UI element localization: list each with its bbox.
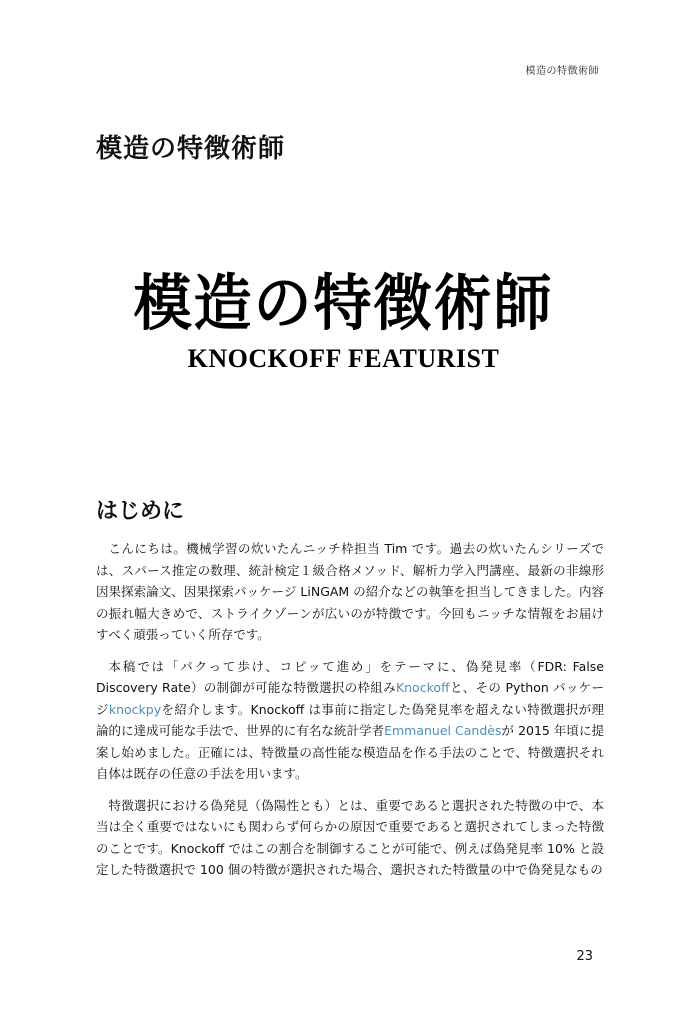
logo-japanese-title: 模造の特徴術師 xyxy=(133,267,554,339)
knockpy-link[interactable]: knockpy xyxy=(108,701,162,717)
section-title: はじめに xyxy=(96,499,185,524)
paragraph-text: を紹介します。Knockoff は事前に指定した偽発見率を超えない特徴選択が理論的に達成可能な手法で、世界的に有名な統計学者 xyxy=(96,701,604,738)
emmanuel-candes-link[interactable]: Emmanuel Candès xyxy=(384,723,502,738)
paragraph-text: 本稿では「パクって歩け、コピッて進め」をテーマに、偽発見率（FDR: False Discovery Rate）の制御が可能な特徴選択の枠組み xyxy=(96,658,604,695)
paragraph-false-discovery: 特徴選択における偽発見（偽陽性とも）とは、重要であると選択された特徴の中で、本当は全く重要ではないにも関わらず何らかの原因で重要であると選択されてしまった特徴のことです。Knockoff ではこの割合を制御することが可能で、例えば偽発見率 10% と設定した特徴選択で 100 個の特徴が選択された場合、選択された特徴量の中で偽発見なもの xyxy=(96,797,604,877)
running-header: 模造の特徴術師 xyxy=(525,66,599,77)
paragraph-overview xyxy=(96,656,604,785)
title-logo xyxy=(0,262,687,374)
body-text xyxy=(96,538,604,891)
page-number: 23 xyxy=(576,949,593,964)
paragraph-text: と、その Python パッケージ xyxy=(96,680,604,717)
knockoff-link[interactable]: Knockoff xyxy=(395,680,450,695)
paragraph-intro: こんにちは。機械学習の炊いたんニッチ枠担当 Tim です。過去の炊いたんシリーズでは、スパース推定の数理、統計検定１級合格メソッド、解析力学入門講座、最新の非線形因果探索論文、因果探索パッケージ LiNGAM の紹介などの執筆を担当してきました。内容の振れ幅大きめで、ストライクゾーンが広いのが特徴です。今回もニッチな情報をお届けすべく頑張っていく所存です。 xyxy=(96,541,604,642)
paragraph-text: が 2015 年頃に提案し始めました。正確には、特徴量の高性能な模造品を作る手法のことで、特徴選択それ自体は既存の任意の手法を用います。 xyxy=(96,723,604,781)
logo-english-title: KNOCKOFF FEATURIST xyxy=(187,344,500,373)
chapter-title: 模造の特徴術師 xyxy=(96,134,286,164)
